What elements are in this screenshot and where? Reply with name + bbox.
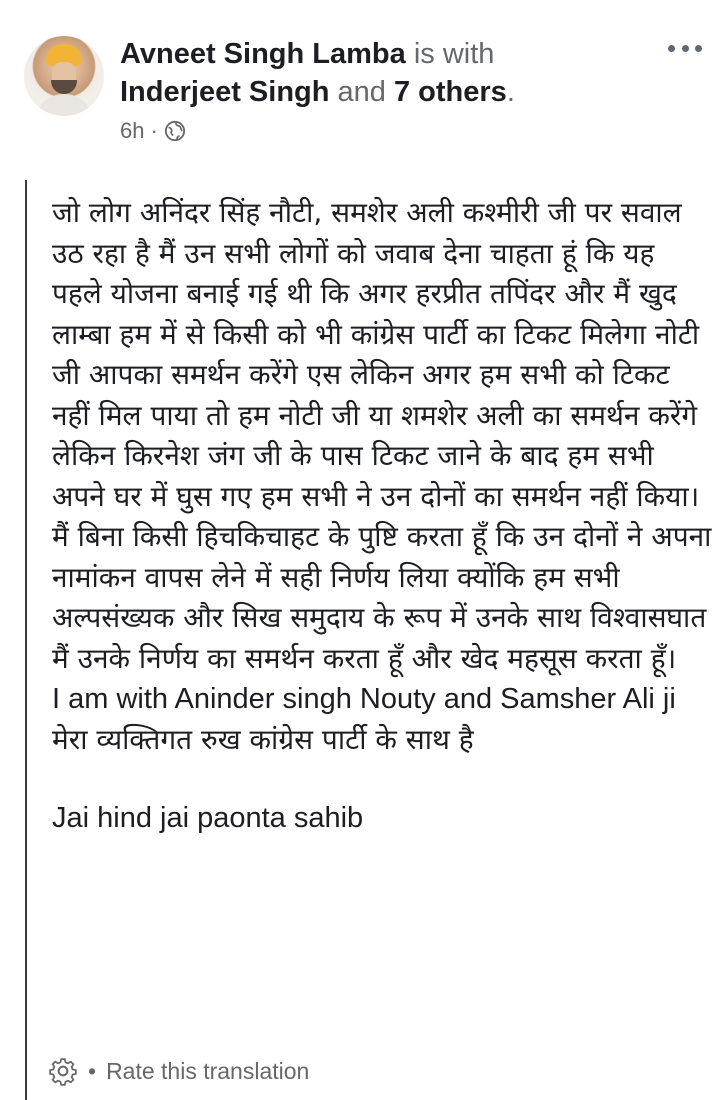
hindi-line: मेरा व्यक्तिगत रुख कांग्रेस पार्टी के साथ है: [52, 722, 474, 756]
translation-footer: [48, 1056, 309, 1086]
period: .: [506, 76, 515, 108]
tagged-person[interactable]: Inderjeet Singh: [120, 76, 330, 108]
author-name[interactable]: Avneet Singh Lamba: [120, 38, 406, 70]
is-with-text: is with: [413, 38, 495, 70]
post-meta: [120, 118, 186, 144]
meta-separator: ·: [150, 118, 158, 143]
globe-icon: [164, 120, 186, 142]
post-time[interactable]: 6h: [120, 118, 145, 143]
more-options-icon[interactable]: [668, 38, 702, 58]
footer-separator: •: [88, 1057, 97, 1084]
header-line-2: [120, 74, 515, 110]
header-line-1: [120, 36, 494, 72]
and-text: and: [337, 76, 386, 108]
others-link[interactable]: 7 others: [394, 76, 507, 108]
hindi-paragraph: जो लोग अनिंदर सिंह नौटी, समशेर अली कश्मीरी जी पर सवाल उठ रहा है मैं उन सभी लोगों को जवाब देना चाहता हूं कि यह पहले योजना बनाई गई थी कि अगर हरप्रीत तपिंदर और मैं खुद लाम्बा हम में से किसी को भी कांग्रेस पार्टी का टिकट मिलेगा नोटी जी आपका समर्थन करेंगे एस लेकिन अगर हम सभी को टिकट नहीं मिल पाया तो हम नोटी जी या शमशेर अली का समर्थन करेंगे लेकिन किरनेश जंग जी के पास टिकट जाने के बाद हम सभी अपने घर में घुस गए हम सभी ने उन दोनों का समर्थन नहीं किया। मैं बिना किसी हिचकिचाहट के पुष्टि करता हूँ कि उन दोनों ने अपना नामांकन वापस लेने में सही निर्णय लिया क्योंकि हम सभी अल्पसंख्यक और सिख समुदाय के रूप में उनके साथ विश्वासघात मैं उनके निर्णय का समर्थन करता हूँ और खेद महसूस करता हूँ।: [52, 196, 712, 675]
gear-icon[interactable]: [48, 1056, 78, 1086]
rate-translation-link[interactable]: Rate this translation: [106, 1057, 310, 1084]
avatar[interactable]: [24, 36, 104, 116]
english-line: I am with Aninder singh Nouty and Samsher Ali ji: [52, 683, 676, 715]
post-body: [52, 193, 712, 839]
closing-line: Jai hind jai paonta sahib: [52, 802, 364, 834]
quote-bar: [25, 180, 27, 1100]
